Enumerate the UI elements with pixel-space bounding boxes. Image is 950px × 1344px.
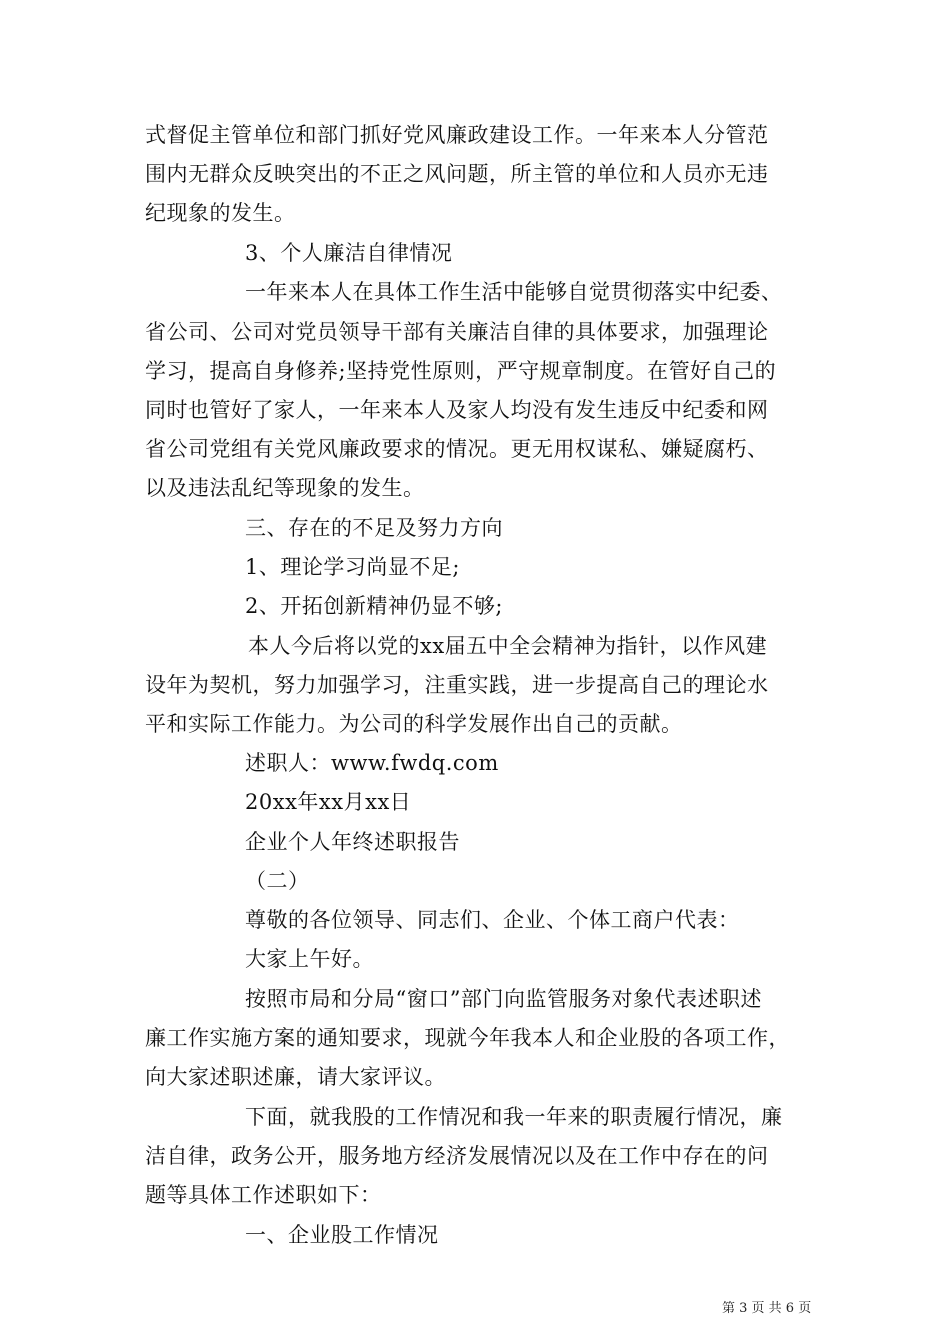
text-line: 省公司党组有关党风廉政要求的情况。更无用权谋私、嫌疑腐朽、 <box>145 437 769 461</box>
signature-line: 述职人：www.fwdq.com <box>245 751 499 775</box>
text-line: 平和实际工作能力。为公司的科学发展作出自己的贡献。 <box>145 712 683 736</box>
greeting: 大家上午好。 <box>245 947 374 971</box>
page-number-footer: 第 3 页 共 6 页 <box>722 1301 812 1316</box>
text-line: 廉工作实施方案的通知要求，现就今年我本人和企业股的各项工作， <box>145 1026 790 1050</box>
text-line: 式督促主管单位和部门抓好党风廉政建设工作。一年来本人分管范 <box>145 123 769 147</box>
section-heading: 一、企业股工作情况 <box>245 1223 439 1247</box>
text-line: 向大家述职述廉，请大家评议。 <box>145 1065 446 1089</box>
section-heading: 三、存在的不足及努力方向 <box>245 516 503 540</box>
text-line: 围内无群众反映突出的不正之风问题，所主管的单位和人员亦无违 <box>145 162 769 186</box>
text-line: 学习，提高自身修养;坚持党性原则，严守规章制度。在管好自己的 <box>145 359 777 383</box>
date-line: 20xx年xx月xx日 <box>245 790 412 814</box>
text-line: 纪现象的发生。 <box>145 201 296 225</box>
text-line: 设年为契机，努力加强学习，注重实践，进一步提高自己的理论水 <box>145 673 769 697</box>
text-line: 以及违法乱纪等现象的发生。 <box>145 476 425 500</box>
list-item: 1、理论学习尚显不足; <box>245 555 460 579</box>
text-line: 同时也管好了家人，一年来本人及家人均没有发生违反中纪委和网 <box>145 398 769 422</box>
document-title: 企业个人年终述职报告 <box>245 830 460 854</box>
text-line: 洁自律，政务公开，服务地方经济发展情况以及在工作中存在的问 <box>145 1144 769 1168</box>
text-line: 按照市局和分局“窗口”部门向监管服务对象代表述职述 <box>245 987 762 1011</box>
list-item: 2、开拓创新精神仍显不够; <box>245 594 503 618</box>
salutation: 尊敬的各位领导、同志们、企业、个体工商户代表： <box>245 908 740 932</box>
document-subtitle: （二） <box>245 869 310 893</box>
text-line: 省公司、公司对党员领导干部有关廉洁自律的具体要求，加强理论 <box>145 320 769 344</box>
section-heading: 3、个人廉洁自律情况 <box>245 241 453 265</box>
text-line: 下面，就我股的工作情况和我一年来的职责履行情况，廉 <box>245 1105 783 1129</box>
text-line: 一年来本人在具体工作生活中能够自觉贯彻落实中纪委、 <box>245 280 783 304</box>
text-line: 本人今后将以党的xx届五中全会精神为指针，以作风建 <box>248 634 768 658</box>
text-line: 题等具体工作述职如下： <box>145 1183 382 1207</box>
